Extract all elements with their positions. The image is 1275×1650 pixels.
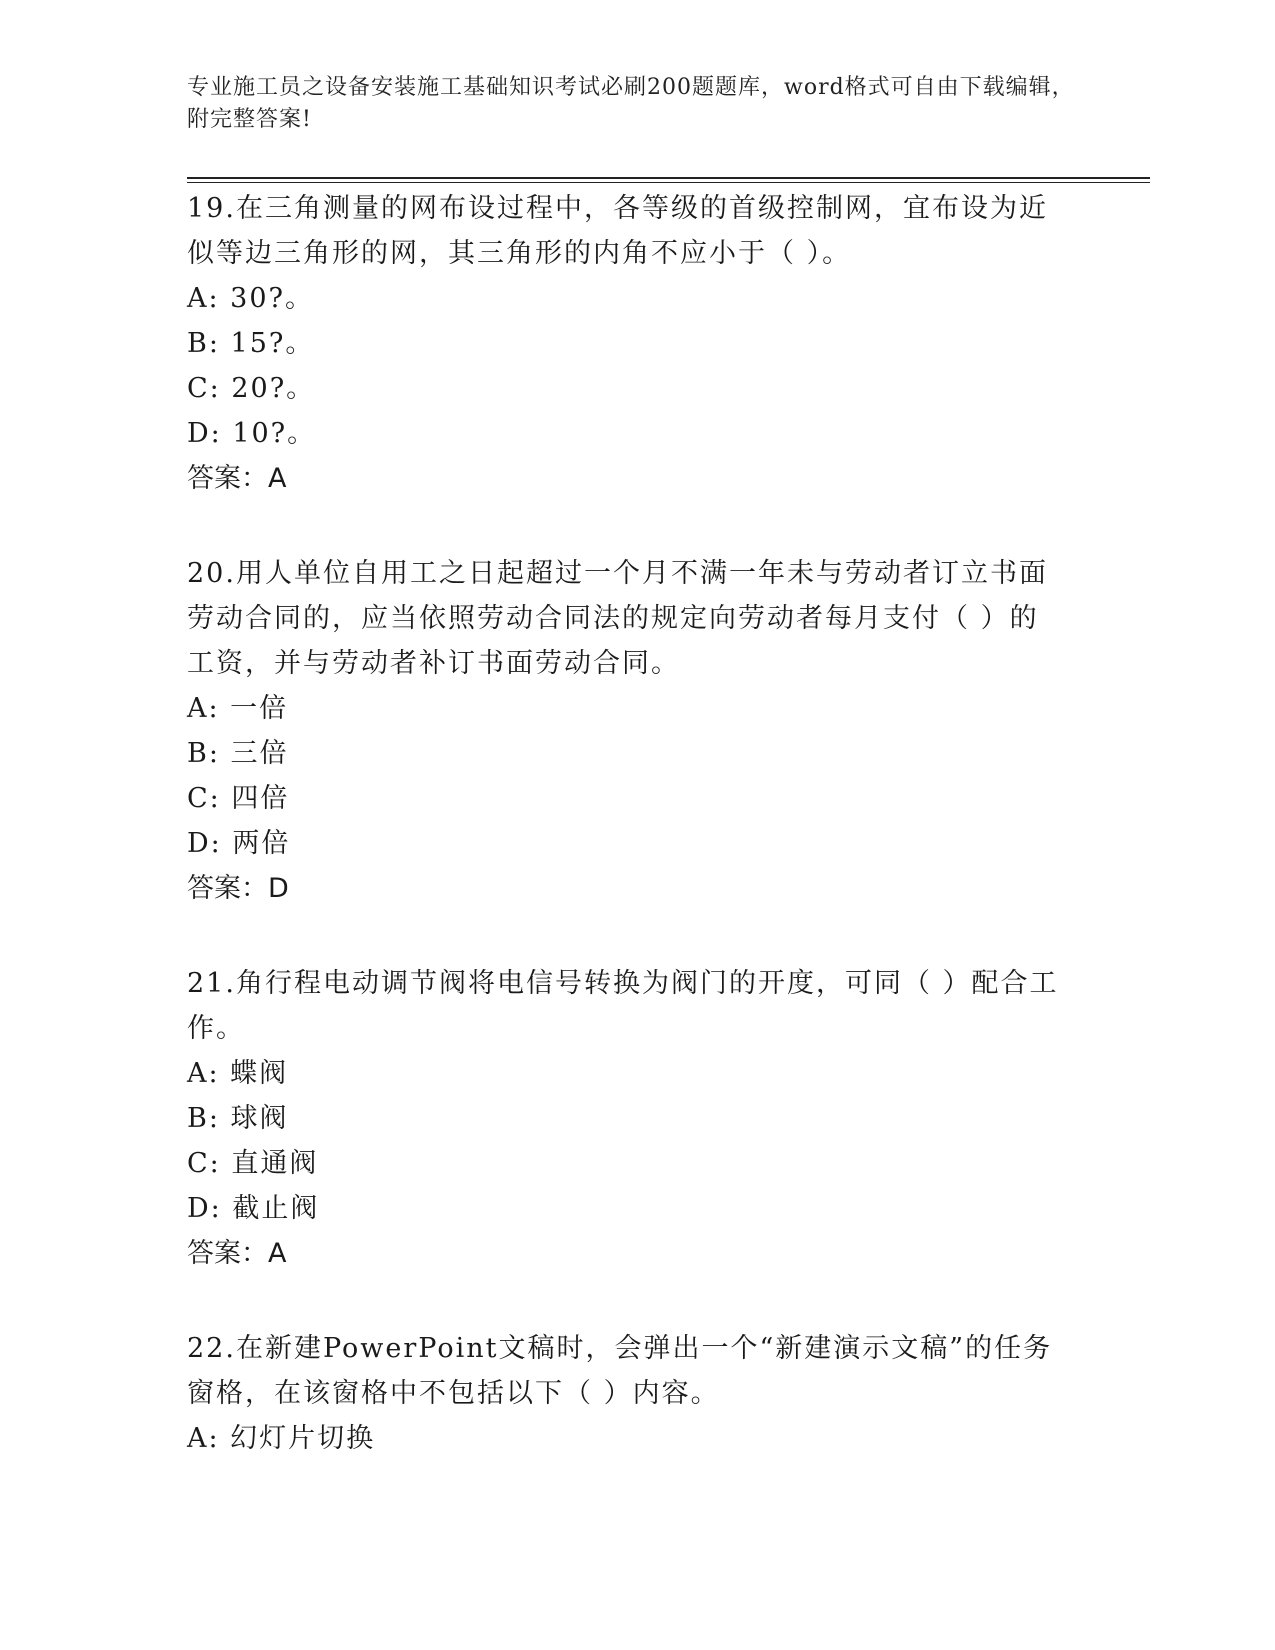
- option-a: A: 一倍: [187, 693, 289, 724]
- option-b: B: 15?。: [187, 328, 315, 359]
- question-21: [187, 961, 1067, 1276]
- option-a: A: 幻灯片切换: [187, 1423, 376, 1454]
- option-a: A: 30?。: [187, 283, 315, 314]
- option-a: A: 蝶阀: [187, 1058, 289, 1089]
- option-c: C: 四倍: [187, 783, 290, 814]
- question-list: [187, 186, 1067, 1511]
- answer-line: 答案：A: [187, 463, 287, 494]
- question-stem: 22.在新建PowerPoint文稿时，会弹出一个“新建演示文稿”的任务窗格，在该窗格中不包括以下（ ）内容。: [187, 1333, 1053, 1409]
- question-19: [187, 186, 1067, 501]
- option-d: D: 截止阀: [187, 1193, 320, 1224]
- option-d: D: 10?。: [187, 418, 317, 449]
- question-stem: 19.在三角测量的网布设过程中，各等级的首级控制网，宜布设为近似等边三角形的网，其三角形的内角不应小于（ ）。: [187, 193, 1048, 269]
- option-d: D: 两倍: [187, 828, 291, 859]
- question-stem: 21.角行程电动调节阀将电信号转换为阀门的开度，可同（ ）配合工作。: [187, 968, 1059, 1044]
- answer-line: 答案：D: [187, 873, 289, 904]
- option-b: B: 三倍: [187, 738, 289, 769]
- question-22: [187, 1326, 1067, 1461]
- question-stem: 20.用人单位自用工之日起超过一个月不满一年未与劳动者订立书面劳动合同的，应当依照劳动合同法的规定向劳动者每月支付（ ）的工资，并与劳动者补订书面劳动合同。: [187, 558, 1048, 679]
- header-rule-thick: [187, 177, 1150, 179]
- header-rule-thin: [187, 182, 1150, 183]
- option-b: B: 球阀: [187, 1103, 289, 1134]
- question-20: [187, 551, 1067, 911]
- option-c: C: 20?。: [187, 373, 316, 404]
- document-header: 专业施工员之设备安装施工基础知识考试必刷200题题库，word格式可自由下载编辑，附完整答案!: [187, 75, 1075, 132]
- option-c: C: 直通阀: [187, 1148, 319, 1179]
- answer-line: 答案：A: [187, 1238, 287, 1269]
